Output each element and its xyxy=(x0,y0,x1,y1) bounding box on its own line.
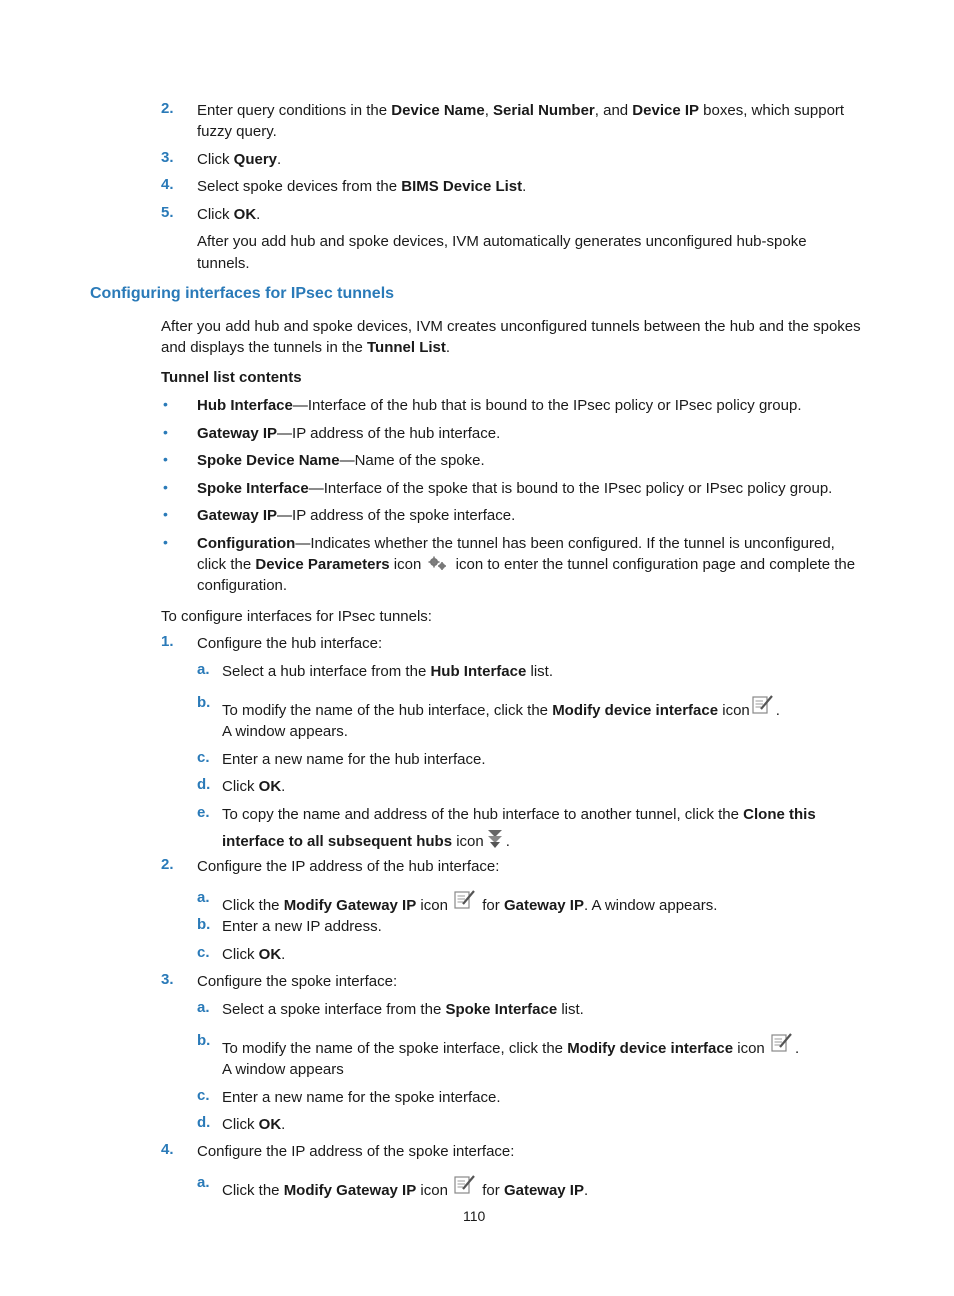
note-text-cont: tunnels. xyxy=(197,255,250,272)
bullet-marker: • xyxy=(163,479,168,495)
substep-text: Enter a new name for the spoke interface. xyxy=(222,1089,501,1106)
substep-letter: c. xyxy=(197,749,210,766)
edit-icon xyxy=(771,1032,793,1058)
substep-letter: d. xyxy=(197,1114,211,1131)
bullet-item-cont: configuration. xyxy=(197,577,288,594)
substep-text: Click OK. xyxy=(222,778,286,795)
substep-letter: b. xyxy=(197,1032,211,1049)
intro-text-cont: and displays the tunnels in the Tunnel List. xyxy=(161,339,451,356)
substep-note: A window appears xyxy=(222,1061,344,1078)
bullet-marker: • xyxy=(163,451,168,467)
substep-letter: d. xyxy=(197,776,211,793)
substep-letter: b. xyxy=(197,916,211,933)
bullet-item: Spoke Interface—Interface of the spoke that is bound to the IPsec policy or IPsec policy group. xyxy=(197,480,833,497)
procedure-intro: To configure interfaces for IPsec tunnels: xyxy=(161,608,432,625)
step-number: 3. xyxy=(161,149,174,166)
step-number: 3. xyxy=(161,971,174,988)
edit-icon xyxy=(454,1174,476,1200)
clone-down-icon xyxy=(486,829,504,855)
bullet-marker: • xyxy=(163,424,168,440)
substep-letter: a. xyxy=(197,661,210,678)
substep-letter: a. xyxy=(197,889,210,906)
intro-text: After you add hub and spoke devices, IVM creates unconfigured tunnels between the hub and the spokes xyxy=(161,318,861,335)
substep-text: Click OK. xyxy=(222,1116,286,1133)
substep-text: To modify the name of the hub interface, click the Modify device interface icon . xyxy=(222,694,780,721)
subheading: Tunnel list contents xyxy=(161,369,302,386)
step-text: Configure the IP address of the spoke interface: xyxy=(197,1143,515,1160)
edit-icon xyxy=(454,889,476,915)
substep-letter: e. xyxy=(197,804,210,821)
bullet-item: Gateway IP—IP address of the hub interface. xyxy=(197,425,501,442)
substep-text: Enter a new name for the hub interface. xyxy=(222,751,486,768)
bullet-marker: • xyxy=(163,534,168,550)
bullet-item: Spoke Device Name—Name of the spoke. xyxy=(197,452,485,469)
substep-text: Click the Modify Gateway IP icon for Gateway IP. xyxy=(222,1174,588,1201)
step-text: Enter query conditions in the Device Name, Serial Number, and Device IP boxes, which support xyxy=(197,102,845,119)
substep-text: Select a spoke interface from the Spoke Interface list. xyxy=(222,1001,584,1018)
bullet-item: Configuration—Indicates whether the tunnel has been configured. If the tunnel is unconfigured, xyxy=(197,535,835,552)
substep-letter: c. xyxy=(197,944,210,961)
bullet-marker: • xyxy=(163,506,168,522)
step-number: 4. xyxy=(161,1141,174,1158)
substep-text-cont: interface to all subsequent hubs icon . xyxy=(222,829,510,855)
substep-text: To modify the name of the spoke interface, click the Modify device interface icon . xyxy=(222,1032,799,1059)
bullet-item: Gateway IP—IP address of the spoke interface. xyxy=(197,507,516,524)
step-text: Click OK. xyxy=(197,206,261,223)
substep-note: A window appears. xyxy=(222,723,348,740)
step-text: Configure the IP address of the hub interface: xyxy=(197,858,500,875)
step-text: Select spoke devices from the BIMS Device List. xyxy=(197,178,527,195)
edit-icon xyxy=(752,694,774,720)
gear-icon xyxy=(427,556,449,578)
section-heading: Configuring interfaces for IPsec tunnels xyxy=(90,285,395,302)
bullet-item-cont: click the Device Parameters icon icon to enter the tunnel configuration page and complete the xyxy=(197,554,855,578)
substep-text: To copy the name and address of the hub interface to another tunnel, click the Clone this xyxy=(222,806,816,823)
substep-letter: a. xyxy=(197,1174,210,1191)
step-number: 4. xyxy=(161,176,174,193)
substep-text: Click OK. xyxy=(222,946,286,963)
step-number: 2. xyxy=(161,100,174,117)
step-number: 1. xyxy=(161,633,174,650)
substep-letter: a. xyxy=(197,999,210,1016)
step-text-cont: fuzzy query. xyxy=(197,123,277,140)
step-text: Click Query. xyxy=(197,151,282,168)
bullet-item: Hub Interface—Interface of the hub that is bound to the IPsec policy or IPsec policy group. xyxy=(197,397,802,414)
note-text: After you add hub and spoke devices, IVM automatically generates unconfigured hub-spoke xyxy=(197,233,807,250)
substep-text: Enter a new IP address. xyxy=(222,918,382,935)
substep-text: Select a hub interface from the Hub Interface list. xyxy=(222,663,553,680)
step-number: 5. xyxy=(161,204,174,221)
page-number: 110 xyxy=(463,1208,486,1224)
step-text: Configure the spoke interface: xyxy=(197,973,398,990)
substep-letter: b. xyxy=(197,694,211,711)
substep-letter: c. xyxy=(197,1087,210,1104)
substep-text: Click the Modify Gateway IP icon for Gateway IP. A window appears. xyxy=(222,889,717,916)
bullet-marker: • xyxy=(163,396,168,412)
step-text: Configure the hub interface: xyxy=(197,635,383,652)
step-number: 2. xyxy=(161,856,174,873)
